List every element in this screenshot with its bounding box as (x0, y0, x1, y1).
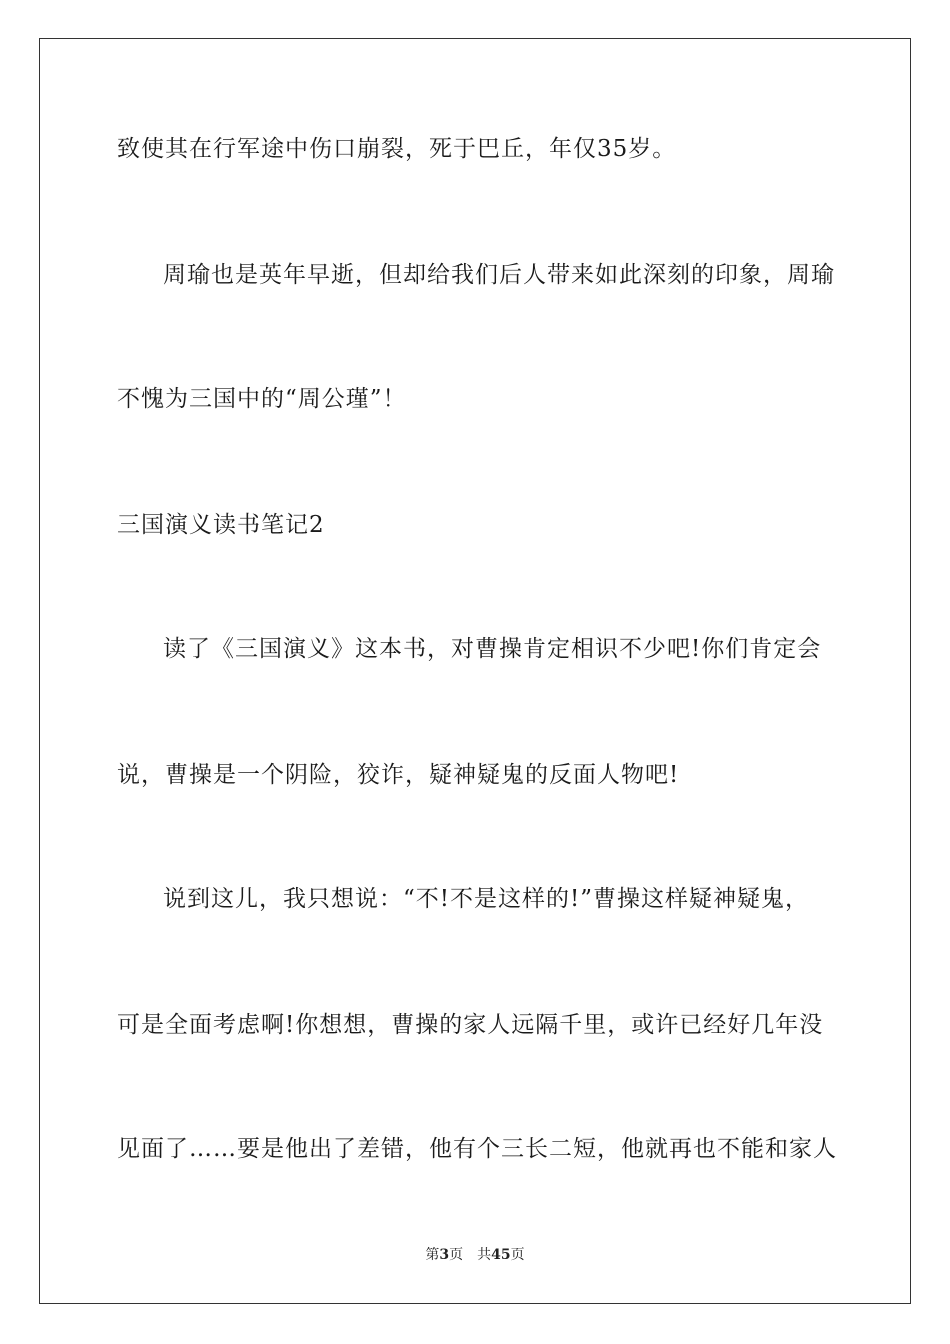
page-number: 3 (439, 1247, 450, 1263)
total-prefix: 共 (477, 1247, 492, 1263)
page-suffix: 页 (449, 1247, 464, 1263)
text-line: 致使其在行军途中伤口崩裂，死于巴丘，年仅35岁。 (117, 136, 677, 162)
total-pages: 45 (491, 1247, 511, 1263)
text-line: 可是全面考虑啊!你想想，曹操的家人远隔千里，或许已经好几年没 (117, 1012, 824, 1038)
page-frame (39, 38, 911, 1304)
paragraph-first-line: 读了《三国演义》这本书，对曹操肯定相识不少吧!你们肯定会 (163, 636, 822, 662)
page-prefix: 第 (425, 1247, 440, 1263)
paragraph-first-line: 说到这儿，我只想说：“不!不是这样的!”曹操这样疑神疑鬼， (163, 886, 810, 912)
text-line: 见面了……要是他出了差错，他有个三长二短，他就再也不能和家人 (117, 1136, 837, 1162)
total-suffix: 页 (510, 1247, 525, 1263)
text-line: 不愧为三国中的“周公瑾”！ (117, 386, 407, 412)
page-footer (0, 1245, 950, 1265)
text-line: 说，曹操是一个阴险，狡诈，疑神疑鬼的反面人物吧! (117, 762, 680, 788)
paragraph-first-line: 周瑜也是英年早逝，但却给我们后人带来如此深刻的印象，周瑜 (163, 262, 835, 288)
section-heading: 三国演义读书笔记2 (117, 512, 325, 538)
